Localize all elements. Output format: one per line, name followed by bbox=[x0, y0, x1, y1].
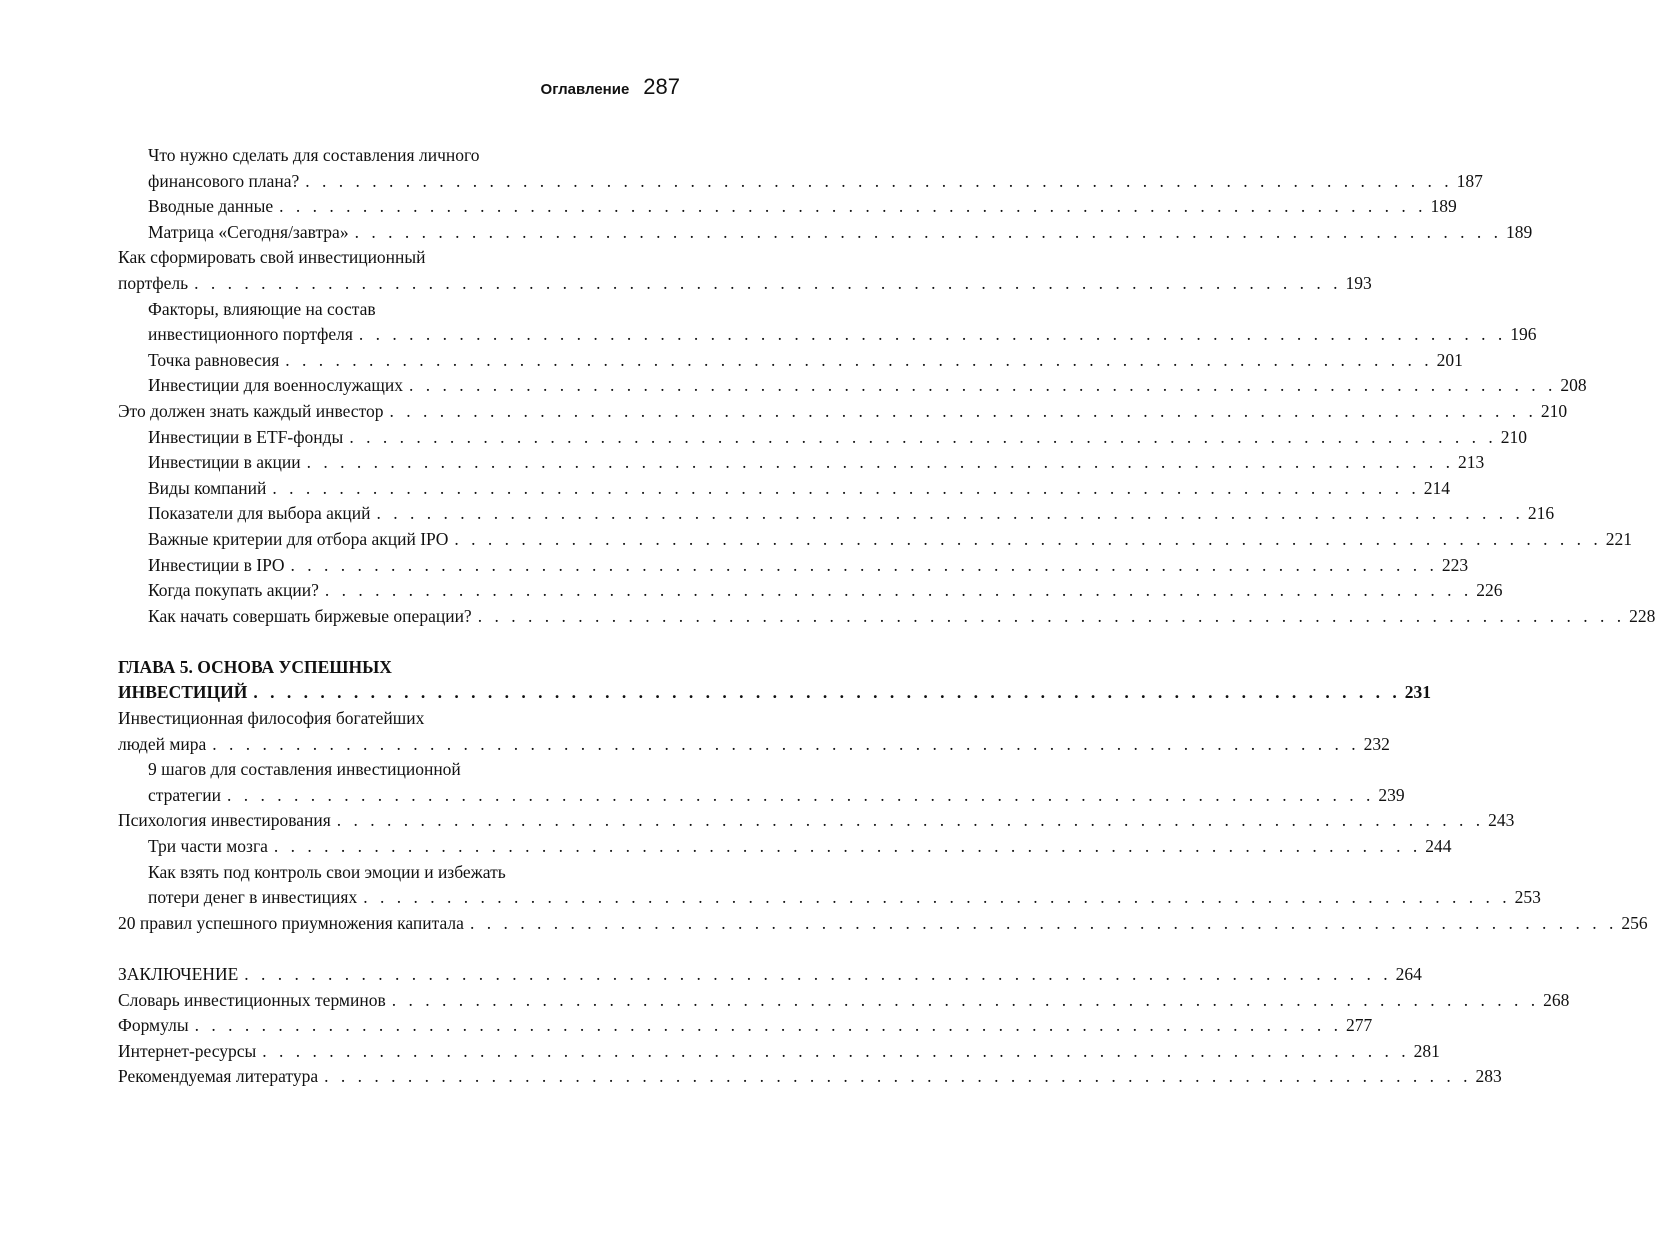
toc-entry-title: Инвестиции в ETF-фонды bbox=[148, 426, 344, 447]
dot-leader: . . . . . . . . . . . . . . . . . . . . . . . . . . . . . . . . . . . . . . . . . . . . . . . . . . . . . . . . . . . . . . . . . . . . . bbox=[212, 733, 1360, 754]
toc-entry-title: Когда покупать акции? bbox=[148, 580, 319, 601]
toc-entry[interactable] bbox=[118, 527, 1633, 553]
toc-entry-title: Инвестиции в IPO bbox=[148, 554, 285, 575]
dot-leader: . . . . . . . . . . . . . . . . . . . . . . . . . . . . . . . . . . . . . . . . . . . . . . . . . . . . . . . . . . . . . . . . . . . . . bbox=[272, 477, 1420, 498]
toc-entry[interactable] bbox=[118, 1013, 1373, 1039]
toc-entry[interactable] bbox=[118, 450, 1485, 476]
dot-leader: . . . . . . . . . . . . . . . . . . . . . . . . . . . . . . . . . . . . . . . . . . . . . . . . . . . . . . . . . . . . . . . . . . . . . bbox=[290, 554, 1438, 575]
toc-entry[interactable] bbox=[118, 808, 1515, 834]
toc-page-number: 213 bbox=[1458, 452, 1485, 473]
toc-entry-title: Факторы, влияющие на состав bbox=[148, 298, 376, 319]
toc-page-number: 208 bbox=[1560, 375, 1587, 396]
toc-entry[interactable] bbox=[118, 348, 1463, 374]
toc-page-number: 216 bbox=[1527, 503, 1555, 524]
running-header-title: Оглавление bbox=[540, 81, 630, 98]
dot-leader: . . . . . . . . . . . . . . . . . . . . . . . . . . . . . . . . . . . . . . . . . . . . . . . . . . . . . . . . . . . . . . . . . . . . . bbox=[262, 1040, 1410, 1061]
chapter-title: ГЛАВА 5. ОСНОВА УСПЕШНЫХ bbox=[118, 656, 392, 677]
dot-leader: . . . . . . . . . . . . . . . . . . . . . . . . . . . . . . . . . . . . . . . . . . . . . . . . . . . . . . . . . . . . . . . . . . . . . bbox=[279, 196, 1427, 217]
toc-entry[interactable] bbox=[118, 194, 1457, 220]
toc-page-number: 221 bbox=[1605, 528, 1633, 549]
toc-entry-title: Это должен знать каждый инвестор bbox=[118, 400, 384, 421]
dot-leader: . . . . . . . . . . . . . . . . . . . . . . . . . . . . . . . . . . . . . . . . . . . . . . . . . . . . . . . . . . . . . . . . . . . . . bbox=[194, 272, 1342, 293]
toc-page-number: 196 bbox=[1510, 324, 1537, 345]
toc-entry[interactable] bbox=[118, 220, 1533, 246]
toc-page-number: 239 bbox=[1378, 784, 1405, 805]
toc-entry[interactable] bbox=[118, 1064, 1502, 1090]
toc-entry[interactable] bbox=[118, 706, 1390, 757]
toc-entry[interactable] bbox=[118, 297, 1537, 348]
toc-entry-title: Инвестиции в акции bbox=[148, 452, 301, 473]
toc-entry[interactable] bbox=[118, 911, 1648, 937]
dot-leader: . . . . . . . . . . . . . . . . . . . . . . . . . . . . . . . . . . . . . . . . . . . . . . . . . . . . . . . . . . . . . . . . . . . . . bbox=[273, 836, 1422, 857]
toc-entry[interactable] bbox=[118, 962, 1422, 988]
toc-entry-title: Как начать совершать биржевые операции? bbox=[148, 605, 472, 626]
toc-entry[interactable] bbox=[118, 834, 1452, 860]
dot-leader: . . . . . . . . . . . . . . . . . . . . . . . . . . . . . . . . . . . . . . . . . . . . . . . . . . . . . . . . . . . . . . . . . . . . . bbox=[244, 964, 1392, 984]
toc-entry-title: Важные критерии для отбора акций IPO bbox=[148, 528, 449, 549]
toc-entry-title: Вводные данные bbox=[148, 196, 274, 217]
toc-entry[interactable] bbox=[118, 373, 1587, 399]
dot-leader: . . . . . . . . . . . . . . . . . . . . . . . . . . . . . . . . . . . . . . . . . . . . . . . . . . . . . . . . . . . . . . . . . . . . . bbox=[324, 1066, 1472, 1087]
dot-leader: . . . . . . . . . . . . . . . . . . . . . . . . . . . . . . . . . . . . . . . . . . . . . . . . . . . . . . . . . . . . . . . . . . . . . bbox=[389, 400, 1537, 421]
toc-entry[interactable] bbox=[118, 143, 1483, 194]
toc-entry[interactable] bbox=[118, 425, 1527, 451]
dot-leader: . . . . . . . . . . . . . . . . . . . . . . . . . . . . . . . . . . . . . . . . . . . . . . . . . . . . . . . . . . . . . . . . . . . . . bbox=[454, 528, 1602, 549]
dot-leader: . . . . . . . . . . . . . . . . . . . . . . . . . . . . . . . . . . . . . . . . . . . . . . . . . . . . . . . . . . . . . . . . . . . . . bbox=[408, 375, 1557, 396]
toc-entry-title: потери денег в инвестициях bbox=[148, 887, 358, 908]
dot-leader: . . . . . . . . . . . . . . . . . . . . . . . . . . . . . . . . . . . . . . . . . . . . . . . . . . . . . . . . . . . . . . . . . . . . . bbox=[324, 580, 1473, 601]
toc-page-number: 253 bbox=[1514, 887, 1541, 908]
toc-page-number: 256 bbox=[1621, 912, 1648, 933]
toc-entry[interactable] bbox=[118, 757, 1405, 808]
toc-entry[interactable] bbox=[118, 399, 1568, 425]
toc-page-number: 277 bbox=[1345, 1015, 1373, 1036]
dot-leader: . . . . . . . . . . . . . . . . . . . . . . . . . . . . . . . . . . . . . . . . . . . . . . . . . . . . . . . . . . . . . . . . . . . . . bbox=[336, 810, 1485, 831]
dot-leader: . . . . . . . . . . . . . . . . . . . . . . . . . . . . . . . . . . . . . . . . . . . . . . . . . . . . . . . . . . . . . . . . . . . . . bbox=[469, 912, 1618, 933]
toc-entry-title: финансового плана? bbox=[148, 170, 300, 191]
toc-entry-title: Формулы bbox=[118, 1015, 189, 1036]
toc-page-number: 244 bbox=[1425, 836, 1452, 857]
toc-entry-title: 20 правил успешного приумножения капитала bbox=[118, 912, 464, 933]
dot-leader: . . . . . . . . . . . . . . . . . . . . . . . . . . . . . . . . . . . . . . . . . . . . . . . . . . . . . . . . . . . . . . . . . . . . . bbox=[349, 426, 1497, 447]
dot-leader: . . . . . . . . . . . . . . . . . . . . . . . . . . . . . . . . . . . . . . . . . . . . . . . . . . . . . . . . . . . . . . . . . . . . . bbox=[358, 324, 1507, 345]
toc-chapter-entry[interactable] bbox=[118, 655, 1431, 706]
section-spacer bbox=[118, 936, 619, 962]
toc-entry-title: инвестиционного портфеля bbox=[148, 324, 353, 345]
toc-page-number: 231 bbox=[1404, 682, 1431, 703]
toc-entry-title: портфель bbox=[118, 272, 189, 293]
dot-leader: . . . . . . . . . . . . . . . . . . . . . . . . . . . . . . . . . . . . . . . . . . . . . . . . . . . . . . . . . . . . . . . . . . . . . bbox=[227, 784, 1375, 805]
toc-entry-title: Виды компаний bbox=[148, 477, 267, 498]
toc-entry-title: Словарь инвестиционных терминов bbox=[118, 989, 386, 1010]
toc-entry[interactable] bbox=[118, 245, 1372, 296]
toc-entry-title: Точка равновесия bbox=[148, 349, 280, 370]
toc-entry-title: Интернет-ресурсы bbox=[118, 1040, 257, 1061]
dot-leader: . . . . . . . . . . . . . . . . . . . . . . . . . . . . . . . . . . . . . . . . . . . . . . . . . . . . . . . . . . . . . . . . . . . . . bbox=[376, 503, 1524, 524]
toc-entry-title: Рекомендуемая литература bbox=[118, 1066, 319, 1087]
toc-page-number: 210 bbox=[1540, 400, 1568, 421]
toc-page-number: 268 bbox=[1543, 989, 1570, 1010]
dot-leader: . . . . . . . . . . . . . . . . . . . . . . . . . . . . . . . . . . . . . . . . . . . . . . . . . . . . . . . . . . . . . . . . . . . . . bbox=[391, 989, 1540, 1010]
toc-page-number: 201 bbox=[1436, 349, 1463, 370]
toc-page-number: 264 bbox=[1395, 964, 1422, 984]
toc-entry-title: Психология инвестирования bbox=[118, 810, 331, 831]
toc-page-number: 193 bbox=[1345, 272, 1372, 293]
running-header bbox=[541, 74, 680, 100]
toc-page-number: 189 bbox=[1505, 221, 1533, 242]
toc-entry[interactable] bbox=[118, 860, 1541, 911]
dot-leader: . . . . . . . . . . . . . . . . . . . . . . . . . . . . . . . . . . . . . . . . . . . . . . . . . . . . . . . . . . . . . . . . . . . . . bbox=[477, 605, 1626, 626]
toc-page-number: 228 bbox=[1629, 605, 1655, 626]
toc-entry[interactable] bbox=[118, 604, 1655, 630]
toc-entry-title: Как сформировать свой инвестиционный bbox=[118, 247, 426, 268]
toc-entry-title: Инвестиционная философия богатейших bbox=[118, 708, 425, 729]
table-of-contents bbox=[118, 143, 1655, 1090]
page-number: 287 bbox=[643, 74, 680, 99]
toc-entry[interactable] bbox=[118, 988, 1570, 1014]
toc-entry[interactable] bbox=[118, 476, 1451, 502]
toc-entry-title: 9 шагов для составления инвестиционной bbox=[148, 759, 461, 780]
toc-page-number: 232 bbox=[1363, 733, 1390, 754]
toc-page-number: 281 bbox=[1413, 1040, 1440, 1061]
toc-entry[interactable] bbox=[118, 553, 1469, 579]
toc-page-number: 223 bbox=[1441, 554, 1469, 575]
toc-page-number: 210 bbox=[1500, 426, 1527, 447]
toc-entry-title: Матрица «Сегодня/завтра» bbox=[148, 221, 349, 242]
dot-leader: . . . . . . . . . . . . . . . . . . . . . . . . . . . . . . . . . . . . . . . . . . . . . . . . . . . . . . . . . . . . . . . . . . . . . bbox=[253, 682, 1401, 703]
toc-page-number: 283 bbox=[1475, 1066, 1502, 1087]
toc-page-number: 189 bbox=[1430, 196, 1457, 217]
dot-leader: . . . . . . . . . . . . . . . . . . . . . . . . . . . . . . . . . . . . . . . . . . . . . . . . . . . . . . . . . . . . . . . . . . . . . bbox=[354, 221, 1502, 242]
toc-entry-title: стратегии bbox=[148, 784, 222, 805]
dot-leader: . . . . . . . . . . . . . . . . . . . . . . . . . . . . . . . . . . . . . . . . . . . . . . . . . . . . . . . . . . . . . . . . . . . . . bbox=[363, 887, 1511, 908]
dot-leader: . . . . . . . . . . . . . . . . . . . . . . . . . . . . . . . . . . . . . . . . . . . . . . . . . . . . . . . . . . . . . . . . . . . . . bbox=[285, 349, 1433, 370]
toc-entry-title: Показатели для выбора акций bbox=[148, 503, 371, 524]
toc-entry-title: ЗАКЛЮЧЕНИЕ bbox=[118, 964, 239, 984]
section-spacer bbox=[118, 629, 619, 655]
toc-entry-title: людей мира bbox=[118, 733, 207, 754]
chapter-title: ИНВЕСТИЦИЙ bbox=[118, 682, 248, 703]
toc-entry[interactable] bbox=[118, 501, 1555, 527]
toc-entry-title: Как взять под контроль свои эмоции и избежать bbox=[148, 861, 506, 882]
toc-entry[interactable] bbox=[118, 578, 1503, 604]
toc-entry-title: Три части мозга bbox=[148, 836, 268, 857]
toc-entry-title: Инвестиции для военнослужащих bbox=[148, 375, 403, 396]
dot-leader: . . . . . . . . . . . . . . . . . . . . . . . . . . . . . . . . . . . . . . . . . . . . . . . . . . . . . . . . . . . . . . . . . . . . . bbox=[194, 1015, 1342, 1036]
dot-leader: . . . . . . . . . . . . . . . . . . . . . . . . . . . . . . . . . . . . . . . . . . . . . . . . . . . . . . . . . . . . . . . . . . . . . bbox=[305, 170, 1453, 191]
toc-entry-title: Что нужно сделать для составления личного bbox=[148, 145, 480, 165]
toc-page-number: 226 bbox=[1476, 580, 1503, 601]
dot-leader: . . . . . . . . . . . . . . . . . . . . . . . . . . . . . . . . . . . . . . . . . . . . . . . . . . . . . . . . . . . . . . . . . . . . . bbox=[306, 452, 1454, 473]
toc-page-number: 214 bbox=[1423, 477, 1451, 498]
toc-page-number: 187 bbox=[1456, 170, 1483, 191]
toc-entry[interactable] bbox=[118, 1039, 1440, 1065]
toc-page-number: 243 bbox=[1488, 810, 1515, 831]
